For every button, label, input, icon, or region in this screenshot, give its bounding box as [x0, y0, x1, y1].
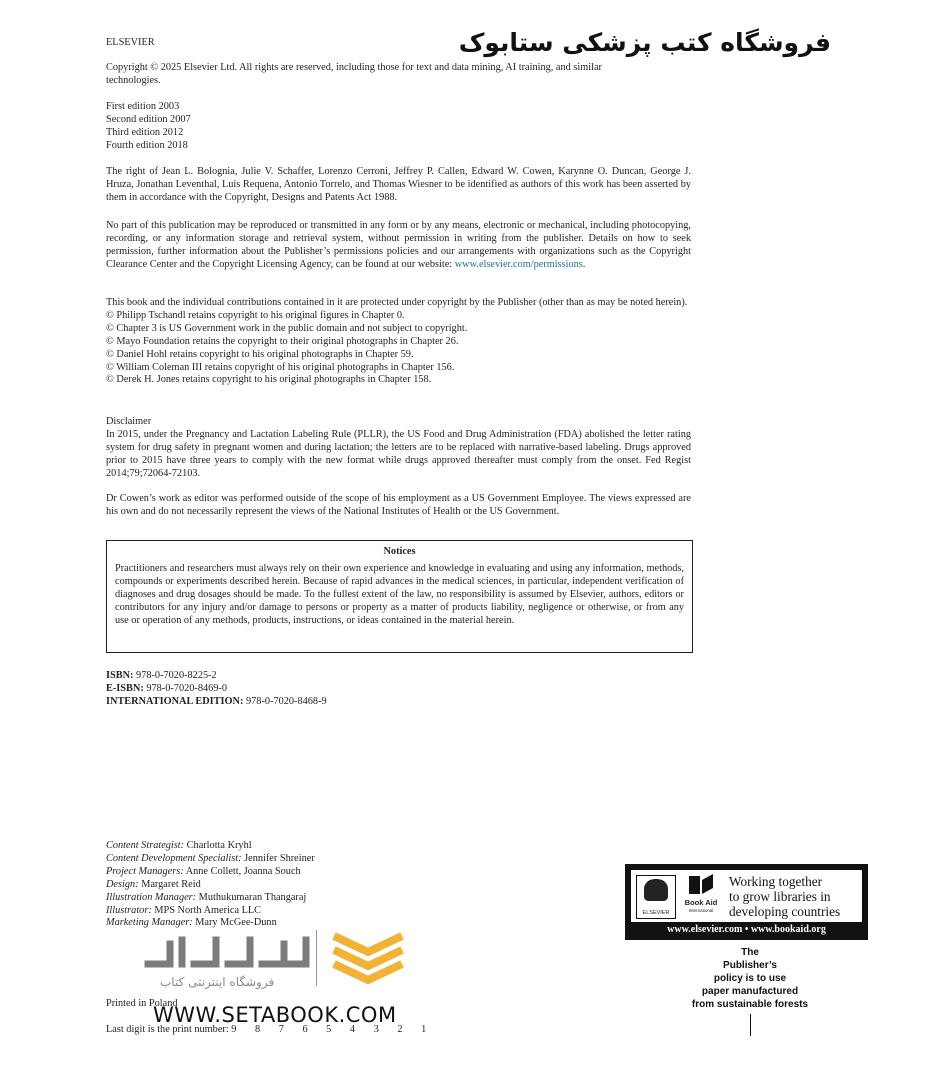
notices-text: Practitioners and researchers must always rely on their own experience and knowledge in evaluating and using any information, methods, compounds or experiments described herein. Because of rapid advances in the medical sciences, in particular, independent verification of diagnoses and drug dosages should be made. To the fullest extent of the law, no responsibility is assumed by Elsevier, authors, editors or contributors for any injury and/or damage to persons or property as a matter of products liability, negligence or otherwise, or from any use or operation of any methods, products, instructions, or ideas contained in the material herein.: [115, 562, 684, 626]
credit-role: Illustrator:: [106, 904, 152, 916]
credits-list: [106, 840, 426, 930]
isbn-block: [106, 670, 327, 709]
credit-role: Design:: [106, 878, 139, 890]
print-number-digits: 9 8 7 6 5 4 3 2 1: [231, 1024, 435, 1035]
book-aid-banner: [625, 864, 868, 940]
credit-role: Marketing Manager:: [106, 917, 193, 929]
copyright-line: © Mayo Foundation retains the copyright to their original photographs in Chapter 26.: [106, 335, 459, 347]
print-number-line: [106, 1024, 434, 1037]
credit-name: Margaret Reid: [141, 878, 201, 890]
paper-policy: [680, 946, 820, 1011]
watermark-fa-text: فروشگاه اینترنتی کتاب: [160, 975, 275, 989]
policy-line: policy is to use: [713, 973, 787, 984]
book-aid-mark-icon: [689, 874, 713, 896]
isbn-line: [106, 683, 327, 696]
credit-row: [106, 879, 426, 892]
isbn-value: 978-0-7020-8468-9: [246, 695, 327, 707]
book-aid-tagline: [729, 874, 840, 919]
credit-role: Content Strategist:: [106, 840, 185, 851]
print-number-label: Last digit is the print number:: [106, 1024, 229, 1035]
permissions-end: .: [582, 258, 586, 270]
copyright-line: © Chapter 3 is US Government work in the public domain and not subject to copyright.: [106, 322, 468, 334]
edition-item: Fourth edition 2018: [106, 139, 188, 151]
contributions-paragraph: [106, 297, 691, 387]
book-aid-urls[interactable]: www.elsevier.com • www.bookaid.org: [667, 924, 826, 935]
elsevier-tree-logo: [636, 875, 676, 919]
credit-role: Project Managers:: [106, 865, 184, 877]
edition-list: [106, 101, 191, 153]
credit-row: [106, 866, 426, 879]
credit-name: Mary McGee-Dunn: [195, 917, 277, 929]
book-aid-name: Book Aid: [684, 898, 718, 907]
isbn-label: E-ISBN:: [106, 682, 144, 694]
credit-name: Jennifer Shreiner: [244, 852, 315, 864]
credit-row: [106, 917, 426, 930]
setabook-wordmark-icon: [142, 930, 312, 972]
watermark-divider: [316, 930, 317, 986]
edition-item: First edition 2003: [106, 101, 180, 112]
printed-in: Printed in Poland: [106, 998, 178, 1009]
copyright-line: © Philipp Tschandl retains copyright to his original figures in Chapter 0.: [106, 309, 405, 321]
policy-line: from sustainable forests: [691, 999, 809, 1010]
credit-name: Muthukumaran Thangaraj: [198, 891, 307, 903]
disclaimer-section: [106, 416, 691, 481]
disclaimer-heading: Disclaimer: [106, 416, 152, 427]
shop-title: فروشگاه کتب پزشکی ستابوک: [458, 28, 831, 57]
disclaimer-text: In 2015, under the Pregnancy and Lactation Labeling Rule (PLLR), the US Food and Drug Administration (FDA) abolished the letter rating system for drug safety in pregnant women and during lactation; the letters are to be replaced with narrative-based labeling. Drugs approved prior to 2015 have three years to comply with the new format while drugs approved thereafter must comply from the onset. Fed Regist 2014;79;72064-72103.: [106, 428, 691, 479]
credit-row: [106, 840, 426, 853]
authors-right-paragraph: The right of Jean L. Bolognia, Julie V. Schaffer, Lorenzo Cerroni, Jeffrey P. Callen, Edward W. Cowen, Karynne O. Duncan, George J. Hruza, Jonathan Leventhal, Luis Requena, Antonio Torrelo, and Thomas Wiesner to be identified as authors of this work has been asserted by them in accordance with the Copyright, Designs and Patents Act 1988.: [106, 166, 691, 203]
edition-item: Second edition 2007: [106, 113, 191, 125]
notices-box: [106, 540, 693, 653]
cowen-note: Dr Cowen’s work as editor was performed outside of the scope of his employment as a US Government Employee. The views expressed are his own and do not necessarily represent the views of the National Institutes of Health or the US Government.: [106, 493, 691, 517]
copyright-notice: Copyright © 2025 Elsevier Ltd. All rights are reserved, including those for text and data mining, AI training, and similar technologies.: [106, 62, 602, 86]
publisher-name: ELSEVIER: [106, 37, 155, 48]
book-aid-sub: International: [688, 908, 714, 913]
policy-line: paper manufactured: [701, 986, 799, 997]
credit-role: Illustration Manager:: [106, 891, 197, 903]
isbn-value: 978-0-7020-8225-2: [136, 670, 217, 681]
tagline-line: Working together: [729, 874, 823, 889]
isbn-line: [106, 696, 327, 709]
permissions-link[interactable]: www.elsevier.com/permissions: [454, 258, 583, 270]
isbn-label: INTERNATIONAL EDITION:: [106, 695, 244, 707]
credit-role: Content Development Specialist:: [106, 852, 242, 864]
protection-text: This book and the individual contributions contained in it are protected under copyright by the Publisher (other than as may be noted herein).: [106, 297, 688, 308]
policy-line: The: [741, 947, 759, 958]
credit-name: MPS North America LLC: [154, 904, 262, 916]
watermark-url[interactable]: WWW.SETABOOK.COM: [153, 1003, 397, 1027]
credit-name: Charlotta Kryhl: [186, 840, 252, 851]
isbn-value: 978-0-7020-8469-0: [146, 682, 227, 694]
policy-line: Publisher’s: [723, 960, 777, 971]
credit-row: [106, 905, 426, 918]
copyright-line: © William Coleman III retains copyright of his original photographs in Chapter 156.: [106, 361, 455, 373]
notices-title: Notices: [383, 546, 416, 557]
book-aid-logo: [681, 874, 721, 918]
elsevier-logo-label: ELSEVIER: [642, 910, 670, 916]
copyright-line: © Daniel Hohl retains copyright to his original photographs in Chapter 59.: [106, 348, 414, 360]
credit-row: [106, 853, 426, 866]
copyright-line: © Derek H. Jones retains copyright to his original photographs in Chapter 158.: [106, 374, 432, 386]
tagline-line: developing countries: [729, 904, 841, 919]
book-aid-inner: [631, 870, 862, 922]
setabook-chevron-logo-icon: [330, 930, 406, 988]
isbn-line: [106, 670, 327, 683]
isbn-label: ISBN:: [106, 670, 134, 681]
tree-icon: [644, 879, 668, 901]
permissions-text: No part of this publication may be reproduced or transmitted in any form or by any means, electronic or mechanical, including photocopying, recording, or any information storage and retrieval system, without permission in writing from the publisher. Details on how to seek permission, further information about the Publisher’s permissions policies and our arrangements with organizations such as the Copyright Clearance Center and the Copyright Licensing Agency, can be found at our website:: [106, 220, 691, 270]
edition-item: Third edition 2012: [106, 126, 184, 138]
permissions-paragraph: [106, 220, 691, 272]
policy-rule: [750, 1014, 751, 1036]
credit-name: Anne Collett, Joanna Souch: [185, 865, 301, 877]
tagline-line: to grow libraries in: [729, 889, 831, 904]
credit-row: [106, 892, 426, 905]
